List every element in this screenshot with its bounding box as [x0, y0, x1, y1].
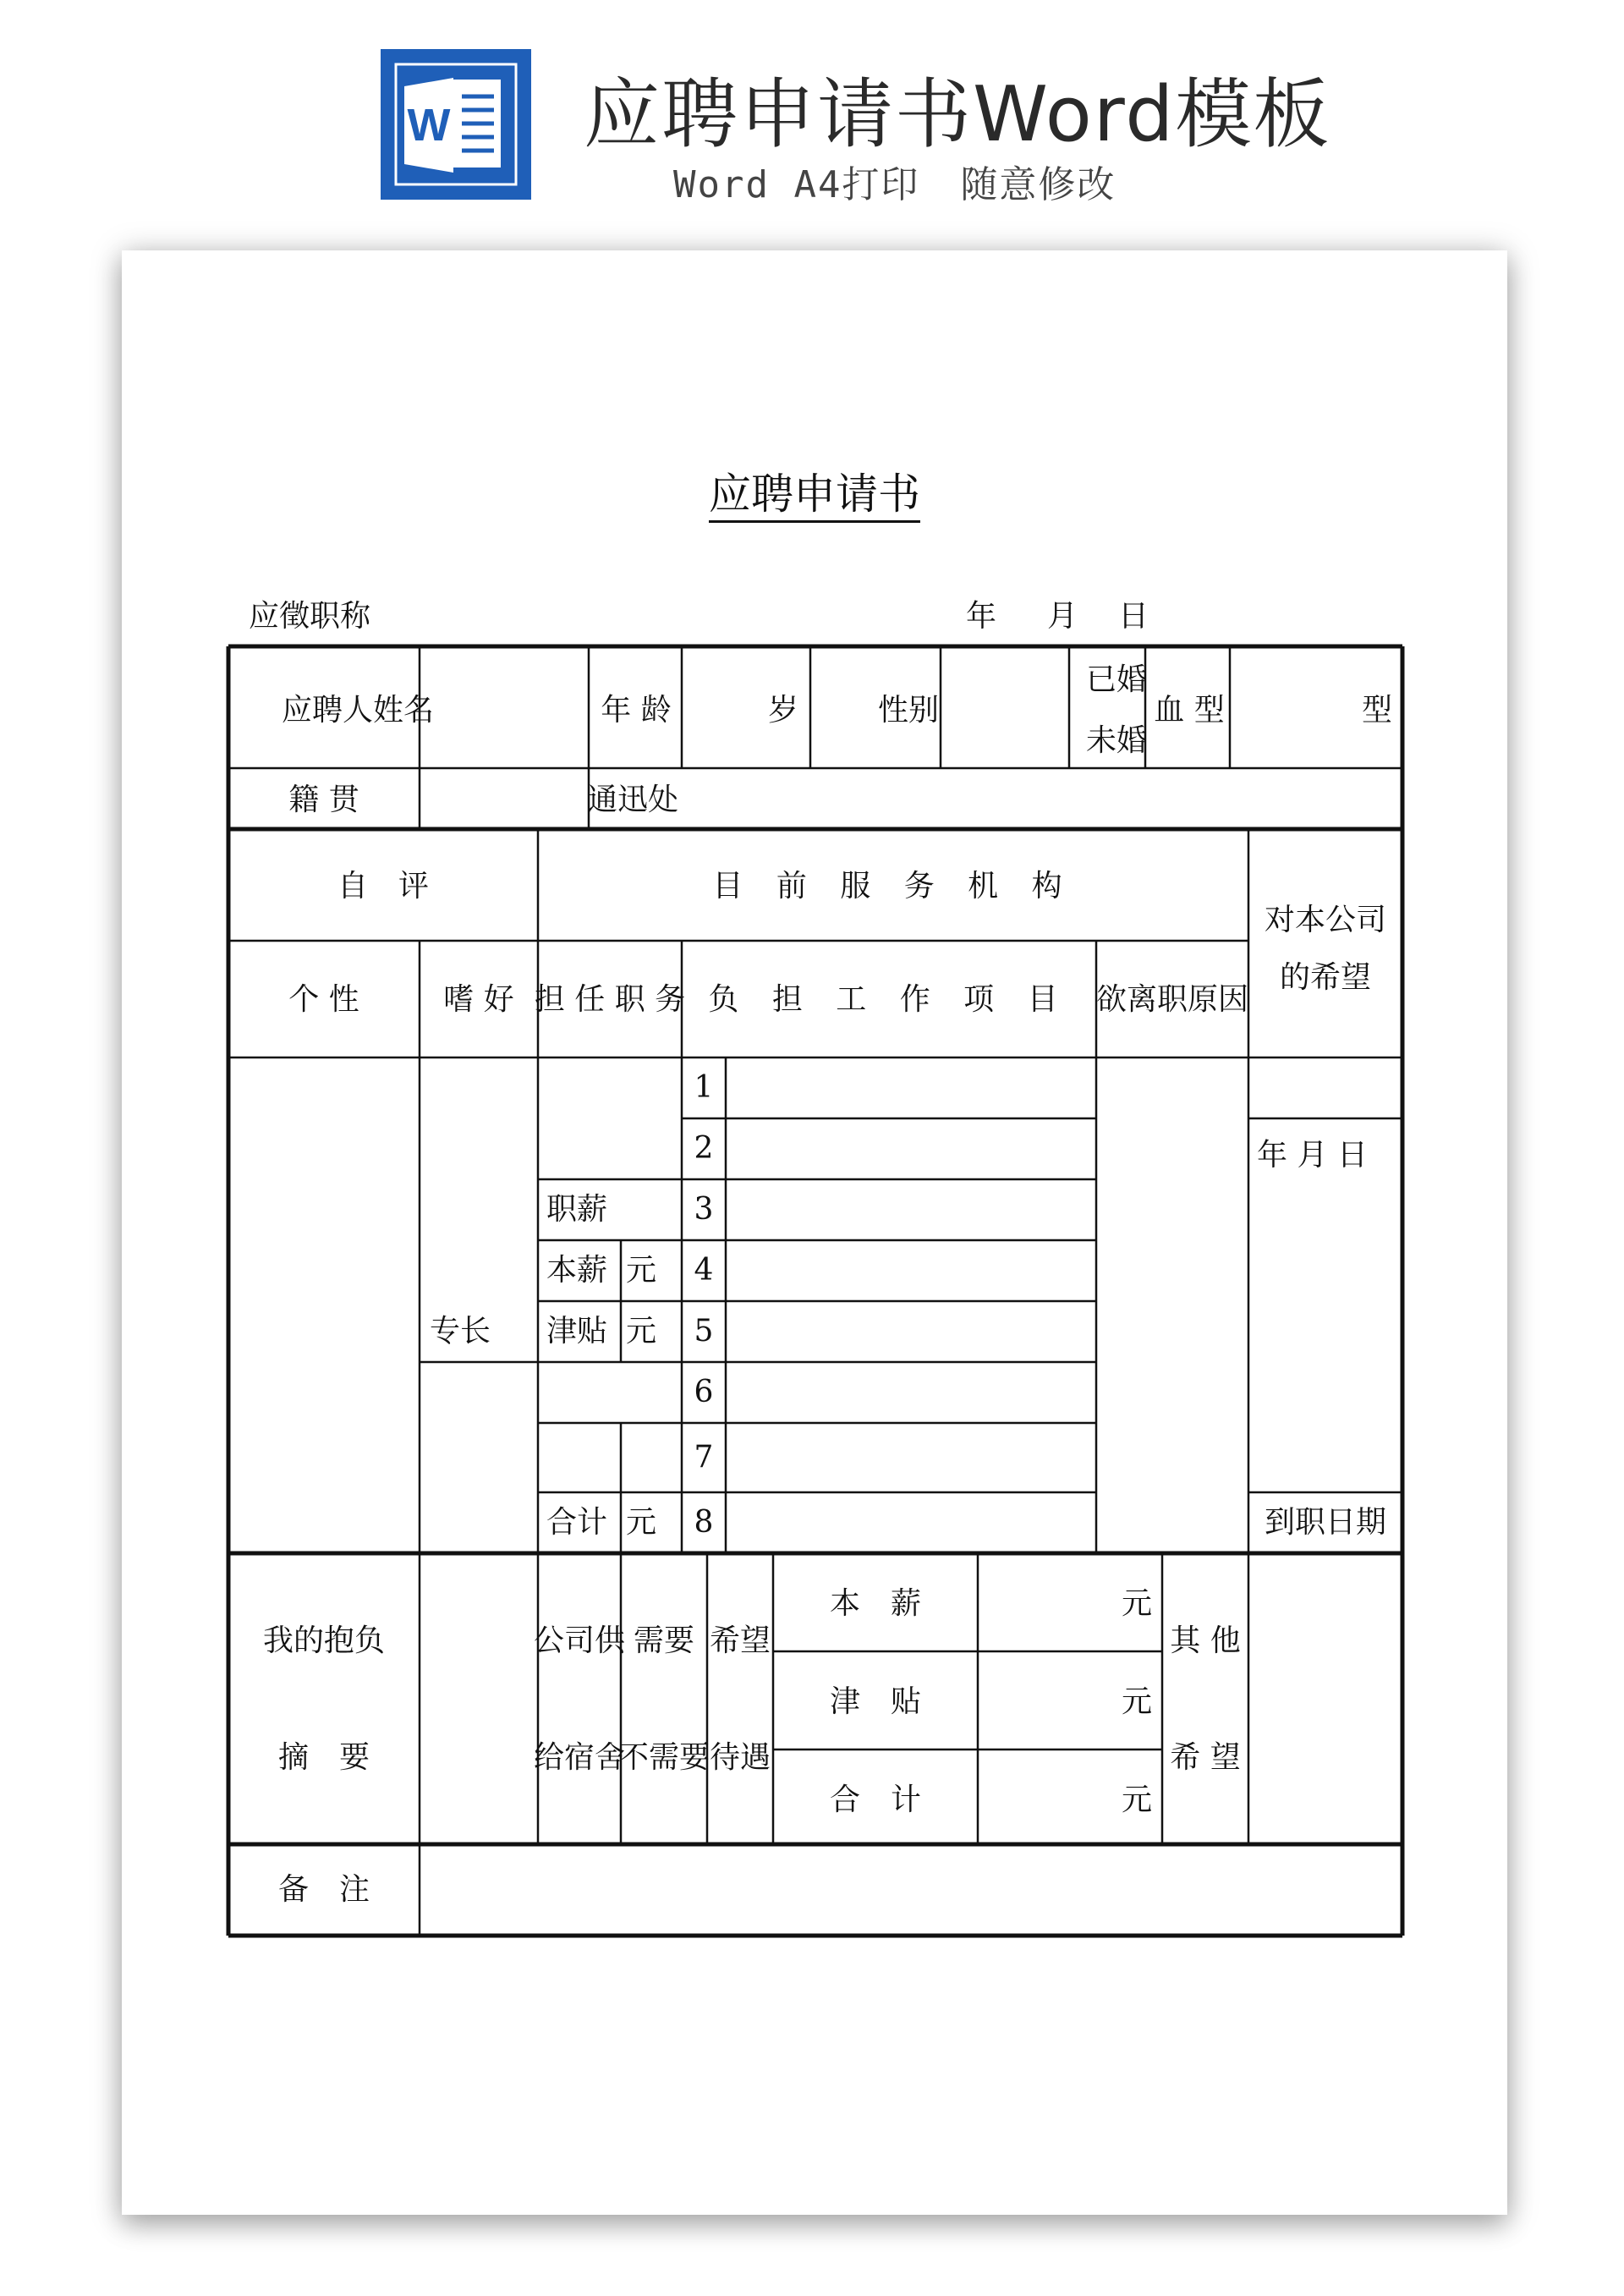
ambition-label: 我的抱负 — [262, 1623, 386, 1658]
hope-label-2: 待遇 — [709, 1740, 771, 1775]
no-need-label: 不需要 — [617, 1740, 710, 1775]
yuan-unit: 元 — [1121, 1684, 1152, 1719]
summary-label: 摘 要 — [277, 1740, 370, 1775]
yuan-unit: 元 — [625, 1253, 657, 1288]
row-number: 6 — [694, 1375, 714, 1409]
applicant-name-label: 应聘人姓名 — [281, 693, 435, 728]
age-unit: 岁 — [767, 693, 798, 728]
row-number: 8 — [694, 1505, 714, 1540]
need-label: 需要 — [633, 1623, 695, 1658]
word-icon — [381, 49, 531, 200]
expected-allowance-label: 津 贴 — [829, 1684, 922, 1719]
yuan-unit: 元 — [1121, 1586, 1152, 1621]
base-salary-label: 本薪 — [546, 1253, 608, 1288]
blood-type-unit: 型 — [1361, 693, 1392, 728]
unmarried-label: 未婚 — [1085, 723, 1148, 758]
married-label: 已婚 — [1085, 662, 1148, 697]
expectation-label-2: 的希望 — [1279, 960, 1372, 995]
expected-base-salary-label: 本 薪 — [829, 1586, 922, 1621]
application-form-grid — [122, 250, 1507, 2215]
banner-subtitle-a: Word A4打印 — [673, 163, 920, 206]
dorm-label-2: 给宿舍 — [533, 1740, 626, 1775]
row-number: 5 — [694, 1314, 714, 1348]
join-date-label: 到职日期 — [1264, 1505, 1387, 1540]
hope-label-1: 希望 — [709, 1623, 771, 1658]
banner-title: 应聘申请书Word模板 — [584, 70, 1331, 159]
total-label: 合计 — [546, 1505, 608, 1540]
allowance-label: 津贴 — [546, 1314, 608, 1348]
header-banner — [0, 0, 1624, 220]
work-items-label: 负 担 工 作 项 目 — [708, 982, 1070, 1017]
date-year: 年 — [966, 599, 997, 634]
document-page — [122, 250, 1507, 2215]
expectation-label-1: 对本公司 — [1264, 903, 1387, 937]
position-label: 应徵职称 — [249, 599, 371, 634]
post-label: 担 任 职 务 — [534, 982, 686, 1017]
current-organization-label: 目 前 服 务 机 构 — [712, 869, 1074, 904]
native-place-label: 籍 贯 — [288, 783, 359, 817]
other-label-2: 希 望 — [1170, 1740, 1241, 1775]
banner-subtitle — [673, 154, 1116, 208]
expected-total-label: 合 计 — [829, 1782, 922, 1817]
other-label-1: 其 他 — [1170, 1623, 1241, 1658]
age-label: 年 龄 — [601, 693, 672, 728]
row-number: 1 — [694, 1070, 714, 1105]
address-label: 通迅处 — [586, 783, 679, 817]
salary-label: 职薪 — [546, 1192, 608, 1227]
date-month: 月 — [1047, 599, 1078, 634]
hobby-label: 嗜 好 — [443, 982, 514, 1017]
row-number: 4 — [694, 1253, 714, 1288]
yuan-unit: 元 — [625, 1505, 657, 1540]
row-number: 7 — [694, 1440, 714, 1475]
row-number: 2 — [694, 1131, 714, 1166]
row-number: 3 — [694, 1192, 714, 1227]
self-evaluation-label: 自 评 — [337, 869, 430, 904]
specialty-label: 专长 — [430, 1314, 491, 1348]
remark-label: 备 注 — [277, 1872, 370, 1907]
personality-label: 个 性 — [288, 982, 359, 1017]
blood-type-label: 血 型 — [1154, 693, 1225, 728]
yuan-unit: 元 — [625, 1314, 657, 1348]
word-logo-letter: W — [407, 100, 451, 151]
date-ymd-label: 年 月 日 — [1257, 1138, 1368, 1173]
leave-reason-label: 欲离职原因 — [1095, 982, 1249, 1017]
gender-label: 性别 — [877, 693, 940, 728]
dorm-label-1: 公司供 — [533, 1623, 626, 1658]
date-day: 日 — [1118, 599, 1149, 634]
yuan-unit: 元 — [1121, 1782, 1152, 1817]
document-title: 应聘申请书 — [122, 460, 1507, 521]
banner-subtitle-b: 随意修改 — [960, 163, 1116, 206]
